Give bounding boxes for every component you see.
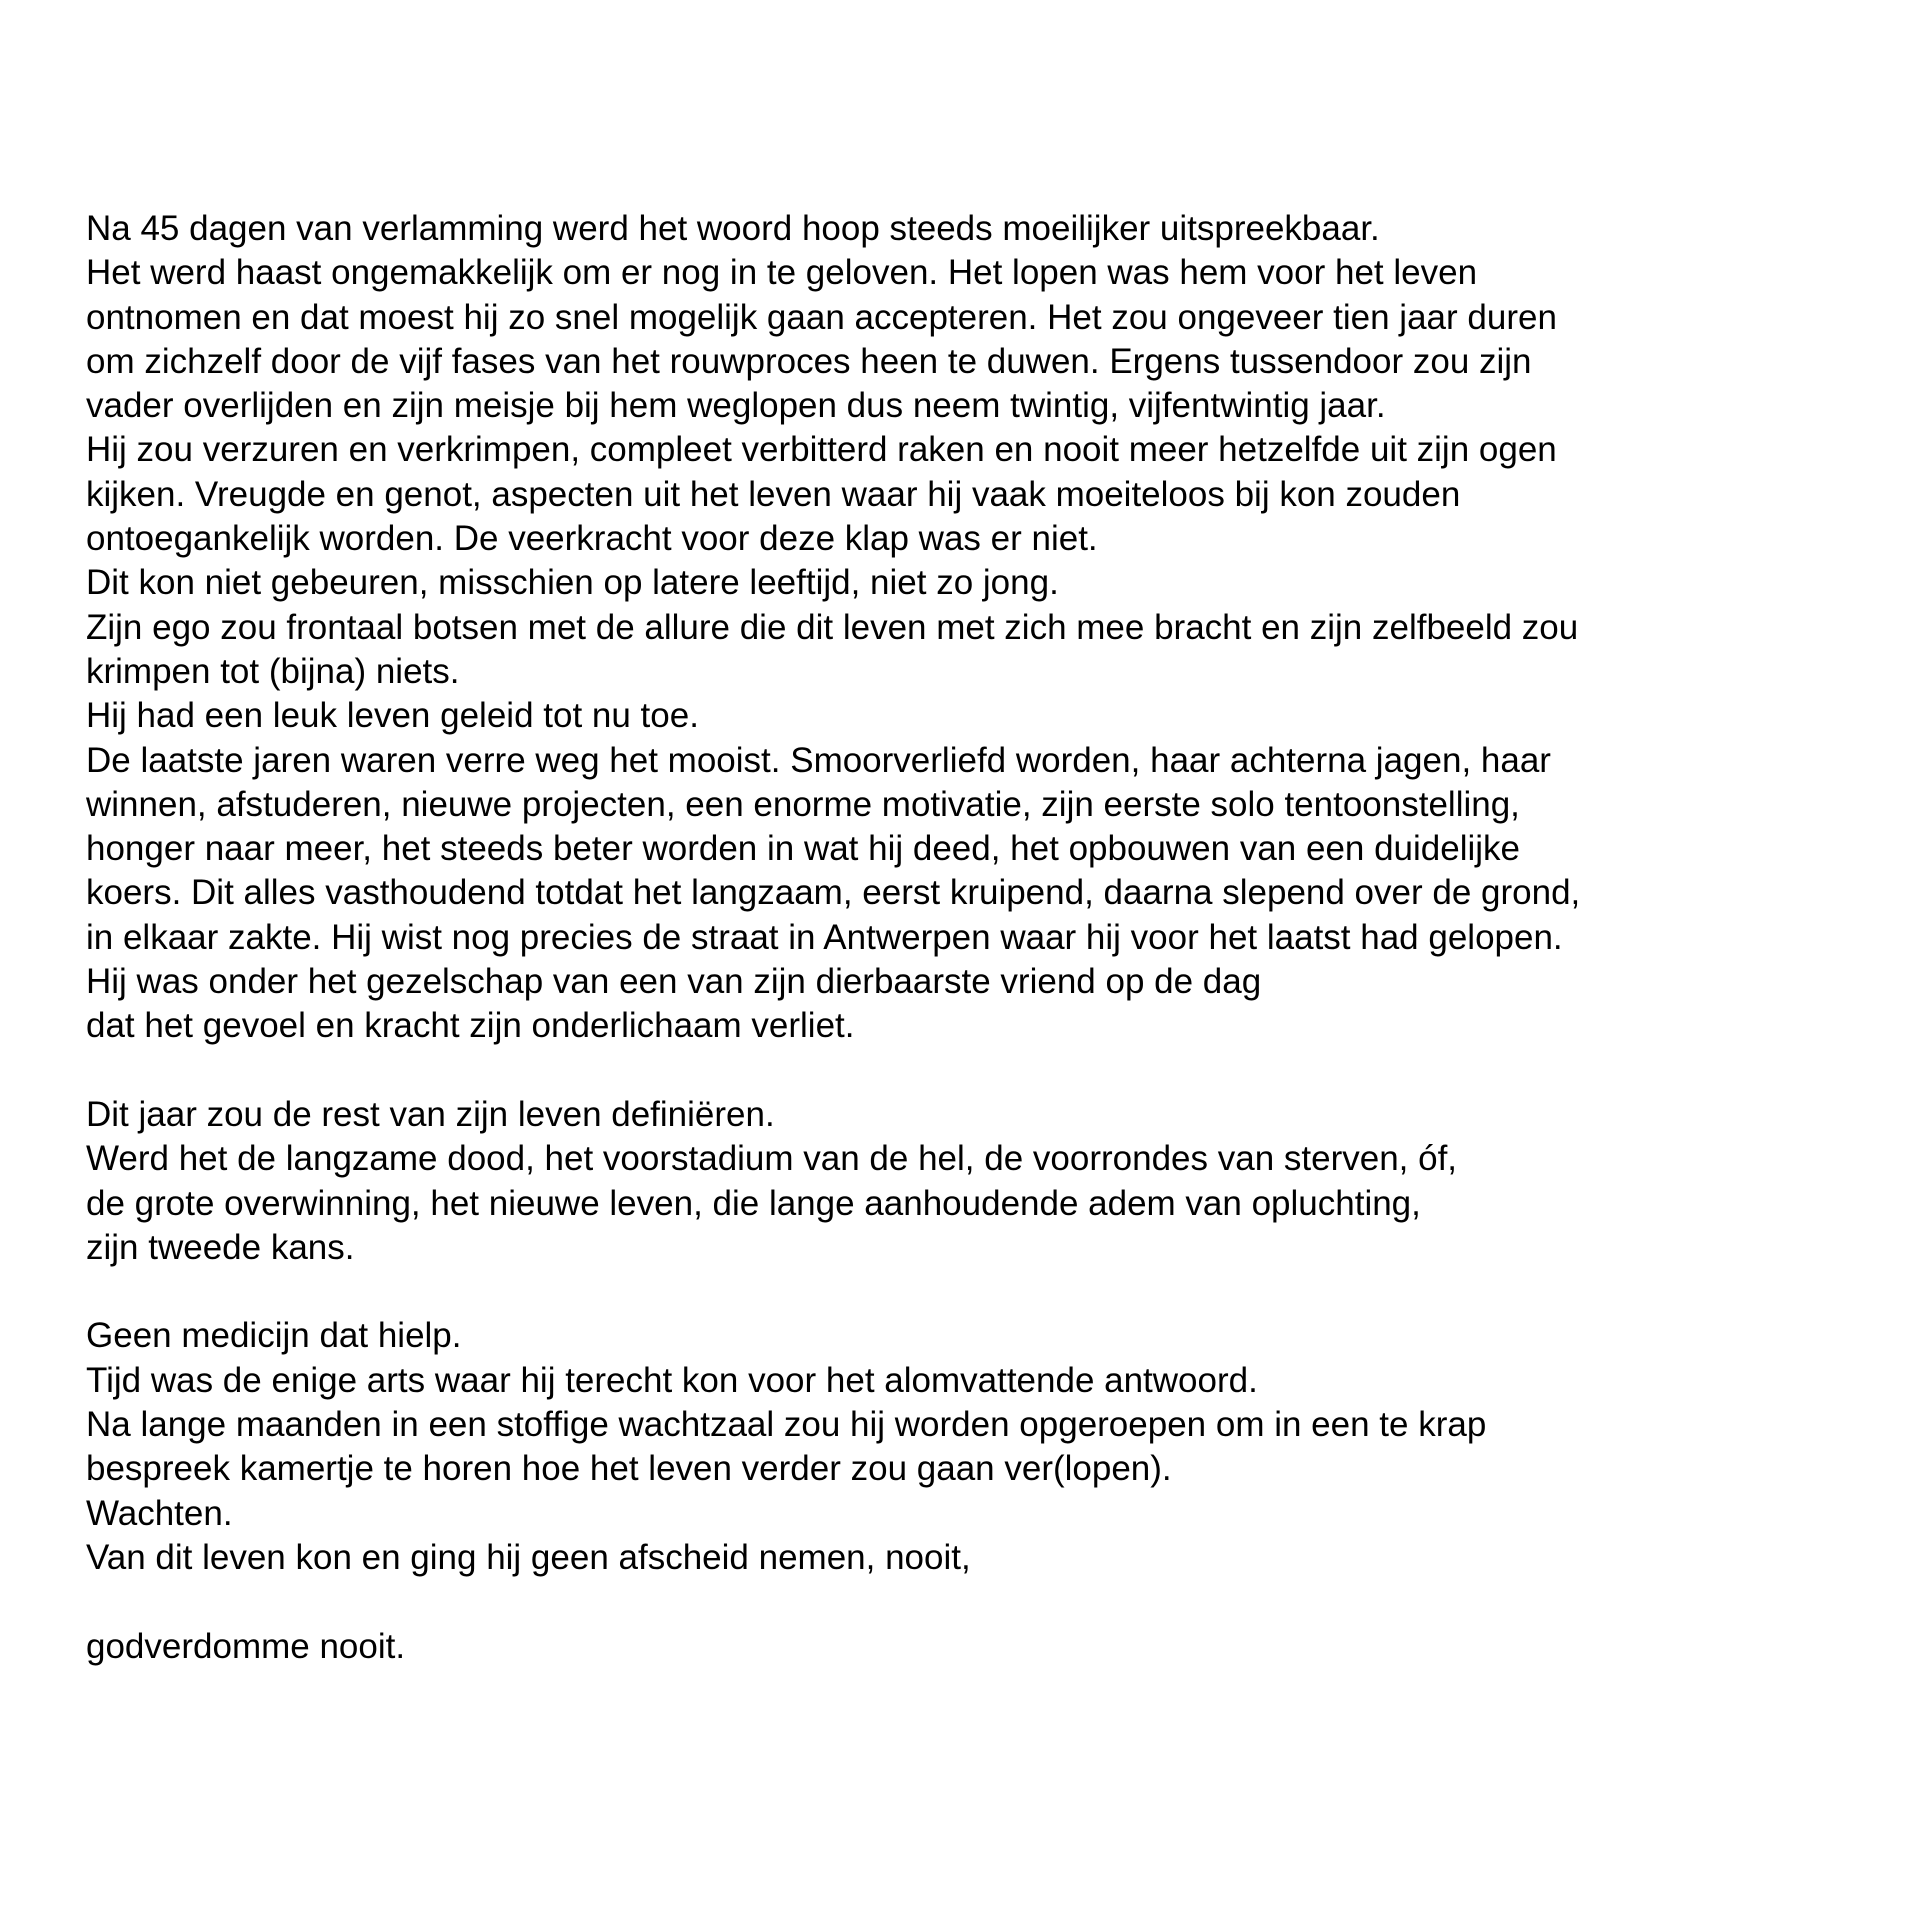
text-line: in elkaar zakte. Hij wist nog precies de straat in Antwerpen waar hij voor het laatst had gelopen.: [86, 917, 1563, 957]
text-line: Geen medicijn dat hielp.: [86, 1316, 462, 1356]
text-line: Het werd haast ongemakkelijk om er nog in te geloven. Het lopen was hem voor het leven: [86, 253, 1478, 293]
text-line: winnen, afstuderen, nieuwe projecten, een enorme motivatie, zijn eerste solo tentoonstelling,: [86, 784, 1520, 824]
text-line: zijn tweede kans.: [86, 1227, 355, 1267]
text-line: Werd het de langzame dood, het voorstadium van de hel, de voorrondes van sterven, óf,: [86, 1139, 1458, 1179]
text-line: Tijd was de enige arts waar hij terecht kon voor het alomvattende antwoord.: [86, 1360, 1258, 1400]
text-line: kijken. Vreugde en genot, aspecten uit het leven waar hij vaak moeiteloos bij kon zouden: [86, 474, 1461, 514]
paragraph-break: [86, 1049, 1886, 1093]
text-line-final: godverdomme nooit.: [86, 1626, 406, 1666]
text-line: om zichzelf door de vijf fases van het rouwproces heen te duwen. Ergens tussendoor zou zijn: [86, 341, 1532, 381]
text-line: Na 45 dagen van verlamming werd het woord hoop steeds moeilijker uitspreekbaar.: [86, 209, 1380, 248]
text-line: bespreek kamertje te horen hoe het leven verder zou gaan ver(lopen).: [86, 1449, 1172, 1489]
text-line: krimpen tot (bijna) niets.: [86, 651, 460, 691]
text-line: honger naar meer, het steeds beter worden in wat hij deed, het opbouwen van een duidelijke: [86, 829, 1521, 869]
text-line: De laatste jaren waren verre weg het mooist. Smoorverliefd worden, haar achterna jagen, haar: [86, 740, 1551, 780]
text-line: Zijn ego zou frontaal botsen met de allure die dit leven met zich mee bracht en zijn zelfbeeld zou: [86, 607, 1579, 647]
text-line: de grote overwinning, het nieuwe leven, die lange aanhoudende adem van opluchting,: [86, 1183, 1421, 1223]
text-line: Hij zou verzuren en verkrimpen, compleet verbitterd raken en nooit meer hetzelfde uit zijn ogen: [86, 430, 1557, 470]
paragraph-break: [86, 1580, 1886, 1624]
text-line: Van dit leven kon en ging hij geen afscheid nemen, nooit,: [86, 1537, 971, 1577]
text-line: Na lange maanden in een stoffige wachtzaal zou hij worden opgeroepen om in een te krap: [86, 1405, 1487, 1445]
text-line: ontnomen en dat moest hij zo snel mogelijk gaan accepteren. Het zou ongeveer tien jaar duren: [86, 297, 1557, 337]
text-line: ontoegankelijk worden. De veerkracht voor deze klap was er niet.: [86, 519, 1098, 559]
text-line: vader overlijden en zijn meisje bij hem weglopen dus neem twintig, vijfentwintig jaar.: [86, 386, 1386, 426]
text-line: Dit kon niet gebeuren, misschien op latere leeftijd, niet zo jong.: [86, 563, 1059, 603]
text-line: Dit jaar zou de rest van zijn leven definiëren.: [86, 1094, 775, 1134]
text-line: dat het gevoel en kracht zijn onderlichaam verliet.: [86, 1006, 855, 1046]
text-line: koers. Dit alles vasthoudend totdat het langzaam, eerst kruipend, daarna slepend over de grond,: [86, 873, 1581, 913]
text-line: Hij was onder het gezelschap van een van zijn dierbaarste vriend op de dag: [86, 962, 1262, 1002]
text-line: Wachten.: [86, 1493, 233, 1533]
text-line: Hij had een leuk leven geleid tot nu toe.: [86, 696, 699, 736]
paragraph-break: [86, 1270, 1886, 1314]
document-text: [86, 207, 1886, 1669]
